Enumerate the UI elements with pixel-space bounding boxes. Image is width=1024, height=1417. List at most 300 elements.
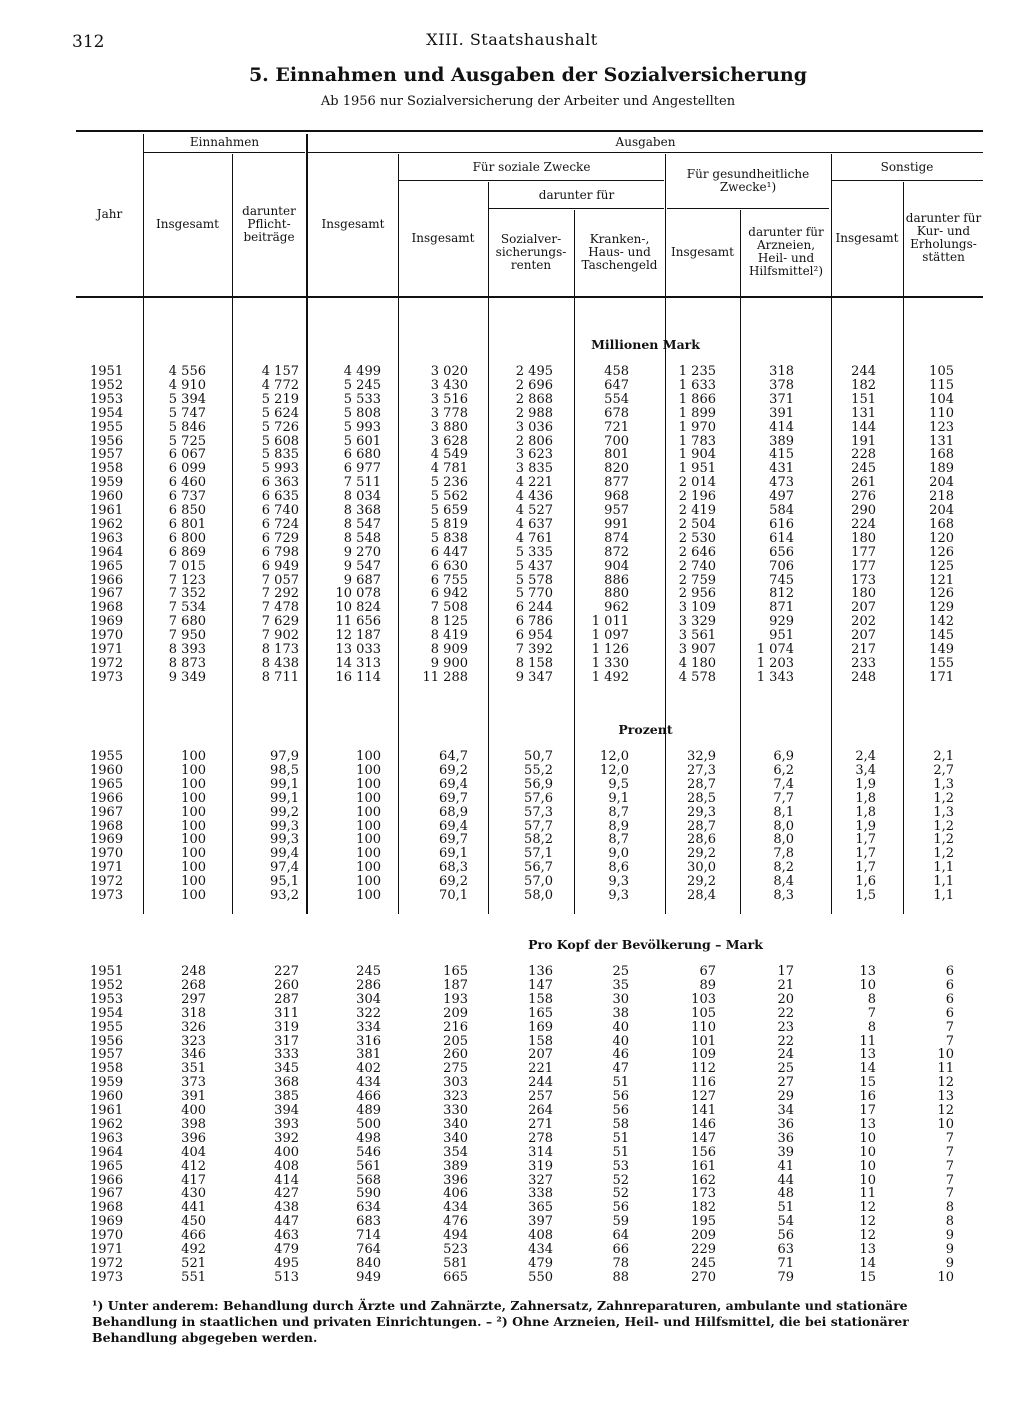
cell-year: 1966: [90, 572, 124, 588]
cell-arzneien: 812: [769, 586, 794, 602]
cell-einnahmen-insgesamt: 521: [181, 1255, 206, 1271]
cell-soziale-insgesamt: 5 659: [430, 503, 468, 518]
table-row: [76, 1048, 983, 1062]
cell-arzneien: 656: [769, 544, 794, 560]
cell-renten: 8 158: [515, 655, 553, 671]
cell-year: 1972: [90, 655, 124, 671]
cell-sonstige-insgesamt: 207: [851, 628, 876, 644]
cell-gesundheit-insgesamt: 1 899: [678, 405, 716, 421]
cell-year: 1961: [90, 503, 124, 518]
cell-pflichtbeitraege: 8 173: [261, 642, 299, 657]
cell-einnahmen-insgesamt: 7 950: [168, 628, 206, 644]
cell-soziale-insgesamt: 581: [443, 1255, 468, 1271]
cell-sonstige-insgesamt: 1,6: [855, 874, 876, 890]
cell-year: 1970: [90, 1228, 124, 1244]
cell-kur: 110: [929, 405, 954, 421]
cell-kur: 204: [929, 503, 954, 518]
cell-gesundheit-insgesamt: 28,5: [687, 790, 716, 806]
cell-arzneien: 36: [777, 1130, 794, 1146]
cell-year: 1968: [90, 1200, 124, 1216]
cell-year: 1963: [90, 1130, 124, 1146]
cell-sonstige-insgesamt: 10: [859, 1130, 876, 1146]
cell-sonstige-insgesamt: 1,7: [855, 832, 876, 848]
cell-sonstige-insgesamt: 3,4: [855, 762, 876, 778]
cell-gesundheit-insgesamt: 29,3: [687, 804, 716, 820]
cell-sonstige-insgesamt: 228: [851, 447, 876, 463]
cell-einnahmen-insgesamt: 6 850: [168, 503, 206, 518]
cell-arzneien: 25: [777, 1061, 794, 1077]
page-title: 5. Einnahmen und Ausgaben der Sozialversicherung: [248, 64, 808, 86]
page-number: 312: [72, 32, 105, 52]
cell-renten: 58,2: [524, 832, 553, 848]
section-title-millionen: Millionen Mark: [591, 337, 700, 352]
cell-krankengeld: 554: [604, 391, 629, 407]
cell-renten: 50,7: [524, 749, 553, 764]
cell-year: 1971: [90, 642, 124, 657]
cell-year: 1952: [90, 377, 124, 393]
cell-renten: 278: [528, 1130, 553, 1146]
cell-arzneien: 71: [777, 1255, 794, 1271]
cell-einnahmen-insgesamt: 6 737: [168, 489, 206, 505]
cell-kur: 126: [929, 544, 954, 560]
cell-ausgaben-insgesamt: 5 533: [343, 391, 381, 407]
cell-sonstige-insgesamt: 10: [859, 1144, 876, 1160]
cell-sonstige-insgesamt: 1,9: [855, 818, 876, 834]
cell-krankengeld: 1 126: [591, 642, 629, 657]
table-row: [76, 847, 983, 861]
cell-gesundheit-insgesamt: 89: [699, 977, 716, 993]
cell-krankengeld: 1 330: [591, 655, 629, 671]
cell-sonstige-insgesamt: 276: [851, 489, 876, 505]
cell-ausgaben-insgesamt: 568: [356, 1172, 381, 1188]
table-header-bottom-rule: [76, 296, 983, 298]
cell-soziale-insgesamt: 7 508: [430, 600, 468, 616]
cell-year: 1972: [90, 1255, 124, 1271]
cell-pflichtbeitraege: 438: [274, 1200, 299, 1216]
cell-renten: 2 868: [515, 391, 553, 407]
cell-soziale-insgesamt: 8 909: [430, 642, 468, 657]
cell-arzneien: 22: [777, 1033, 794, 1049]
cell-year: 1964: [90, 544, 124, 560]
cell-kur: 1,2: [933, 832, 954, 848]
cell-gesundheit-insgesamt: 209: [691, 1228, 716, 1244]
cell-einnahmen-insgesamt: 318: [181, 1005, 206, 1021]
cell-kur: 7: [945, 1130, 954, 1146]
cell-pflichtbeitraege: 5 993: [261, 461, 299, 477]
cell-year: 1953: [90, 391, 124, 407]
cell-ausgaben-insgesamt: 304: [356, 991, 381, 1007]
table-row: [76, 1104, 983, 1118]
cell-ausgaben-insgesamt: 489: [356, 1103, 381, 1118]
cell-kur: 168: [929, 447, 954, 463]
cell-einnahmen-insgesamt: 6 067: [168, 447, 206, 463]
section-title-prozent: Prozent: [618, 722, 673, 737]
cell-renten: 56,9: [524, 776, 553, 792]
cell-arzneien: 23: [777, 1019, 794, 1035]
header-arzneien: darunter für Arzneien, Heil- und Hilfsmittel²): [748, 225, 824, 278]
cell-soziale-insgesamt: 3 430: [430, 377, 468, 393]
cell-gesundheit-insgesamt: 28,6: [687, 832, 716, 848]
cell-kur: 7: [945, 1186, 954, 1202]
page-subtitle: Ab 1956 nur Sozialversicherung der Arbeiter und Angestellten: [320, 94, 736, 109]
table-row: [76, 792, 983, 806]
cell-soziale-insgesamt: 354: [443, 1144, 468, 1160]
cell-renten: 6 954: [515, 628, 553, 644]
table-row: [76, 1118, 983, 1132]
cell-arzneien: 389: [769, 433, 794, 449]
cell-gesundheit-insgesamt: 28,7: [687, 818, 716, 834]
header-krankengeld: Kranken-, Haus- und Taschengeld: [581, 231, 658, 272]
cell-sonstige-insgesamt: 245: [851, 461, 876, 477]
cell-krankengeld: 59: [612, 1214, 629, 1230]
cell-pflichtbeitraege: 6 724: [261, 516, 299, 532]
cell-krankengeld: 52: [612, 1186, 629, 1202]
cell-krankengeld: 8,9: [608, 818, 629, 834]
cell-pflichtbeitraege: 5 835: [261, 447, 299, 463]
cell-einnahmen-insgesamt: 100: [181, 818, 206, 834]
cell-pflichtbeitraege: 99,3: [270, 832, 299, 848]
cell-year: 1963: [90, 530, 124, 546]
cell-ausgaben-insgesamt: 100: [356, 749, 381, 764]
cell-gesundheit-insgesamt: 162: [691, 1172, 716, 1188]
cell-ausgaben-insgesamt: 634: [356, 1200, 381, 1216]
cell-soziale-insgesamt: 5 838: [430, 530, 468, 546]
table-row: [76, 615, 983, 629]
cell-arzneien: 415: [769, 447, 794, 463]
cell-pflichtbeitraege: 99,1: [270, 790, 299, 806]
table-row: [76, 601, 983, 615]
cell-einnahmen-insgesamt: 7 680: [168, 614, 206, 630]
cell-gesundheit-insgesamt: 3 329: [678, 614, 716, 630]
table-row: [76, 1174, 983, 1188]
cell-arzneien: 17: [777, 964, 794, 979]
table-row: [76, 778, 983, 792]
cell-pflichtbeitraege: 385: [274, 1089, 299, 1105]
cell-kur: 1,2: [933, 790, 954, 806]
section-title-pro-kopf: Pro Kopf der Bevölkerung – Mark: [528, 937, 763, 952]
cell-ausgaben-insgesamt: 5 245: [343, 377, 381, 393]
cell-arzneien: 54: [777, 1214, 794, 1230]
cell-sonstige-insgesamt: 10: [859, 977, 876, 993]
cell-einnahmen-insgesamt: 100: [181, 749, 206, 764]
table-row: [76, 393, 983, 407]
header-kur: darunter für Kur- und Erholungs-stätten: [905, 211, 982, 264]
cell-ausgaben-insgesamt: 100: [356, 874, 381, 890]
cell-gesundheit-insgesamt: 101: [691, 1033, 716, 1049]
cell-einnahmen-insgesamt: 412: [181, 1158, 206, 1174]
cell-gesundheit-insgesamt: 141: [691, 1103, 716, 1118]
cell-ausgaben-insgesamt: 100: [356, 790, 381, 806]
cell-ausgaben-insgesamt: 590: [356, 1186, 381, 1202]
cell-einnahmen-insgesamt: 430: [181, 1186, 206, 1202]
cell-pflichtbeitraege: 392: [274, 1130, 299, 1146]
cell-kur: 1,3: [933, 776, 954, 792]
cell-sonstige-insgesamt: 290: [851, 503, 876, 518]
cell-kur: 9: [945, 1228, 954, 1244]
cell-soziale-insgesamt: 3 020: [430, 364, 468, 379]
cell-renten: 3 623: [515, 447, 553, 463]
cell-kur: 1,1: [933, 888, 954, 903]
cell-arzneien: 7,8: [773, 846, 794, 862]
cell-gesundheit-insgesamt: 2 014: [678, 475, 716, 491]
cell-arzneien: 8,1: [773, 804, 794, 820]
cell-sonstige-insgesamt: 202: [851, 614, 876, 630]
cell-renten: 207: [528, 1047, 553, 1063]
cell-soziale-insgesamt: 434: [443, 1200, 468, 1216]
cell-year: 1951: [90, 964, 124, 979]
cell-kur: 204: [929, 475, 954, 491]
cell-renten: 5 578: [515, 572, 553, 588]
table-row: [76, 1160, 983, 1174]
cell-gesundheit-insgesamt: 1 633: [678, 377, 716, 393]
cell-gesundheit-insgesamt: 156: [691, 1144, 716, 1160]
cell-ausgaben-insgesamt: 402: [356, 1061, 381, 1077]
cell-kur: 8: [945, 1200, 954, 1216]
cell-kur: 2,7: [933, 762, 954, 778]
cell-soziale-insgesamt: 68,3: [439, 860, 468, 876]
cell-einnahmen-insgesamt: 5 725: [168, 433, 206, 449]
cell-gesundheit-insgesamt: 4 578: [678, 669, 716, 685]
cell-pflichtbeitraege: 5 726: [261, 419, 299, 435]
cell-kur: 155: [929, 655, 954, 671]
cell-pflichtbeitraege: 6 798: [261, 544, 299, 560]
cell-year: 1965: [90, 1158, 124, 1174]
cell-krankengeld: 52: [612, 1172, 629, 1188]
cell-gesundheit-insgesamt: 1 904: [678, 447, 716, 463]
cell-arzneien: 8,0: [773, 818, 794, 834]
running-head: XIII. Staatshaushalt: [426, 30, 598, 49]
cell-kur: 1,1: [933, 874, 954, 890]
cell-gesundheit-insgesamt: 2 419: [678, 503, 716, 518]
cell-renten: 169: [528, 1019, 553, 1035]
cell-sonstige-insgesamt: 1,8: [855, 790, 876, 806]
gesundheit-darunter-rule: [667, 208, 829, 209]
cell-kur: 168: [929, 516, 954, 532]
table-row: [76, 820, 983, 834]
cell-arzneien: 29: [777, 1089, 794, 1105]
cell-soziale-insgesamt: 494: [443, 1228, 468, 1244]
cell-arzneien: 8,2: [773, 860, 794, 876]
cell-krankengeld: 1 011: [591, 614, 629, 630]
cell-year: 1955: [90, 419, 124, 435]
cell-arzneien: 371: [769, 391, 794, 407]
cell-kur: 123: [929, 419, 954, 435]
cell-ausgaben-insgesamt: 9 687: [343, 572, 381, 588]
cell-einnahmen-insgesamt: 100: [181, 888, 206, 903]
footnote-text: ¹) Unter anderem: Behandlung durch Ärzte und Zahnärzte, Zahnersatz, Zahnreparaturen, ambulante und stationäre Behandlung in staatlichen und privaten Einrichtungen. – ²) Ohne Arzneien, Heil- und Hilfsmittel, die bei stationärer Behandlung abgegeben werden.: [92, 1298, 909, 1345]
cell-kur: 104: [929, 391, 954, 407]
cell-soziale-insgesamt: 3 778: [430, 405, 468, 421]
cell-ausgaben-insgesamt: 840: [356, 1255, 381, 1271]
cell-year: 1957: [90, 1047, 124, 1063]
cell-krankengeld: 56: [612, 1200, 629, 1216]
cell-year: 1954: [90, 405, 124, 421]
cell-pflichtbeitraege: 95,1: [270, 874, 299, 890]
cell-arzneien: 497: [769, 489, 794, 505]
cell-pflichtbeitraege: 6 949: [261, 558, 299, 574]
cell-renten: 158: [528, 1033, 553, 1049]
cell-kur: 7: [945, 1158, 954, 1174]
cell-renten: 264: [528, 1103, 553, 1118]
cell-renten: 136: [528, 964, 553, 979]
cell-arzneien: 1 074: [756, 642, 794, 657]
cell-arzneien: 20: [777, 991, 794, 1007]
cell-sonstige-insgesamt: 13: [859, 964, 876, 979]
cell-kur: 10: [937, 1269, 954, 1285]
cell-renten: 6 244: [515, 600, 553, 616]
cell-einnahmen-insgesamt: 5 394: [168, 391, 206, 407]
cell-arzneien: 584: [769, 503, 794, 518]
cell-arzneien: 34: [777, 1103, 794, 1118]
cell-soziale-insgesamt: 165: [443, 964, 468, 979]
cell-einnahmen-insgesamt: 492: [181, 1242, 206, 1257]
cell-einnahmen-insgesamt: 5 747: [168, 405, 206, 421]
cell-year: 1961: [90, 1103, 124, 1118]
cell-arzneien: 41: [777, 1158, 794, 1174]
cell-kur: 115: [929, 377, 954, 393]
table-row: [76, 993, 983, 1007]
cell-gesundheit-insgesamt: 245: [691, 1255, 716, 1271]
cell-kur: 121: [929, 572, 954, 588]
cell-renten: 58,0: [524, 888, 553, 903]
cell-renten: 57,0: [524, 874, 553, 890]
cell-sonstige-insgesamt: 244: [851, 364, 876, 379]
cell-kur: 12: [937, 1075, 954, 1091]
cell-kur: 1,3: [933, 804, 954, 820]
cell-kur: 131: [929, 433, 954, 449]
cell-renten: 2 696: [515, 377, 553, 393]
cell-einnahmen-insgesamt: 100: [181, 874, 206, 890]
cell-pflichtbeitraege: 7 478: [261, 600, 299, 616]
cell-arzneien: 318: [769, 364, 794, 379]
cell-year: 1970: [90, 628, 124, 644]
cell-gesundheit-insgesamt: 229: [691, 1242, 716, 1257]
cell-krankengeld: 1 097: [591, 628, 629, 644]
cell-pflichtbeitraege: 319: [274, 1019, 299, 1035]
cell-einnahmen-insgesamt: 391: [181, 1089, 206, 1105]
cell-soziale-insgesamt: 216: [443, 1019, 468, 1035]
table-row: [76, 875, 983, 889]
cell-einnahmen-insgesamt: 7 534: [168, 600, 206, 616]
cell-gesundheit-insgesamt: 67: [699, 964, 716, 979]
cell-ausgaben-insgesamt: 546: [356, 1144, 381, 1160]
cell-soziale-insgesamt: 205: [443, 1033, 468, 1049]
cell-sonstige-insgesamt: 14: [859, 1255, 876, 1271]
cell-pflichtbeitraege: 414: [274, 1172, 299, 1188]
cell-soziale-insgesamt: 11 288: [422, 669, 468, 685]
cell-einnahmen-insgesamt: 323: [181, 1033, 206, 1049]
cell-arzneien: 48: [777, 1186, 794, 1202]
cell-pflichtbeitraege: 8 711: [261, 669, 299, 685]
table-row: [76, 1257, 983, 1271]
cell-year: 1973: [90, 1269, 124, 1285]
cell-pflichtbeitraege: 99,1: [270, 776, 299, 792]
cell-renten: 408: [528, 1228, 553, 1244]
cell-year: 1964: [90, 1144, 124, 1160]
cell-soziale-insgesamt: 6 447: [430, 544, 468, 560]
einnahmen-rule: [143, 152, 305, 153]
cell-soziale-insgesamt: 9 900: [430, 655, 468, 671]
cell-pflichtbeitraege: 393: [274, 1116, 299, 1132]
cell-soziale-insgesamt: 6 942: [430, 586, 468, 602]
cell-year: 1957: [90, 447, 124, 463]
cell-gesundheit-insgesamt: 116: [691, 1075, 716, 1091]
cell-sonstige-insgesamt: 12: [859, 1228, 876, 1244]
table-row: [76, 365, 983, 379]
cell-krankengeld: 820: [604, 461, 629, 477]
cell-pflichtbeitraege: 99,2: [270, 804, 299, 820]
cell-arzneien: 21: [777, 977, 794, 993]
cell-gesundheit-insgesamt: 195: [691, 1214, 716, 1230]
cell-gesundheit-insgesamt: 1 783: [678, 433, 716, 449]
cell-ausgaben-insgesamt: 100: [356, 818, 381, 834]
cell-sonstige-insgesamt: 180: [851, 530, 876, 546]
cell-krankengeld: 904: [604, 558, 629, 574]
cell-renten: 314: [528, 1144, 553, 1160]
cell-kur: 7: [945, 1033, 954, 1049]
cell-soziale-insgesamt: 6 630: [430, 558, 468, 574]
cell-sonstige-insgesamt: 11: [859, 1186, 876, 1202]
cell-year: 1966: [90, 1172, 124, 1188]
table-row: [76, 1201, 983, 1215]
cell-gesundheit-insgesamt: 2 504: [678, 516, 716, 532]
cell-arzneien: 79: [777, 1269, 794, 1285]
cell-renten: 57,1: [524, 846, 553, 862]
cell-krankengeld: 962: [604, 600, 629, 616]
cell-gesundheit-insgesamt: 109: [691, 1047, 716, 1063]
cell-soziale-insgesamt: 3 628: [430, 433, 468, 449]
cell-einnahmen-insgesamt: 417: [181, 1172, 206, 1188]
cell-renten: 4 221: [515, 475, 553, 491]
cell-krankengeld: 40: [612, 1019, 629, 1035]
cell-renten: 3 835: [515, 461, 553, 477]
header-einnahmen-insgesamt: Insgesamt: [156, 216, 219, 231]
cell-sonstige-insgesamt: 15: [859, 1269, 876, 1285]
cell-krankengeld: 78: [612, 1255, 629, 1271]
cell-ausgaben-insgesamt: 8 547: [343, 516, 381, 532]
cell-sonstige-insgesamt: 16: [859, 1089, 876, 1105]
cell-soziale-insgesamt: 330: [443, 1103, 468, 1118]
cell-gesundheit-insgesamt: 1 866: [678, 391, 716, 407]
cell-krankengeld: 9,1: [608, 790, 629, 806]
cell-sonstige-insgesamt: 207: [851, 600, 876, 616]
cell-soziale-insgesamt: 3 880: [430, 419, 468, 435]
cell-gesundheit-insgesamt: 110: [691, 1019, 716, 1035]
cell-einnahmen-insgesamt: 8 393: [168, 642, 206, 657]
cell-sonstige-insgesamt: 1,9: [855, 776, 876, 792]
cell-pflichtbeitraege: 408: [274, 1158, 299, 1174]
cell-year: 1970: [90, 846, 124, 862]
table-row: [76, 1090, 983, 1104]
table-row: [76, 560, 983, 574]
cell-soziale-insgesamt: 523: [443, 1242, 468, 1257]
cell-renten: 5 437: [515, 558, 553, 574]
cell-ausgaben-insgesamt: 100: [356, 804, 381, 820]
table-row: [76, 532, 983, 546]
cell-arzneien: 44: [777, 1172, 794, 1188]
table-row: [76, 448, 983, 462]
header-soziale-insgesamt: Insgesamt: [411, 230, 475, 245]
table-row: [76, 806, 983, 820]
table-row: [76, 435, 983, 449]
cell-arzneien: 929: [769, 614, 794, 630]
cell-krankengeld: 458: [604, 364, 629, 379]
header-soziale-zwecke: Für soziale Zwecke: [472, 159, 591, 174]
cell-soziale-insgesamt: 64,7: [439, 749, 468, 764]
table-row: [76, 833, 983, 847]
cell-renten: 327: [528, 1172, 553, 1188]
cell-renten: 158: [528, 991, 553, 1007]
